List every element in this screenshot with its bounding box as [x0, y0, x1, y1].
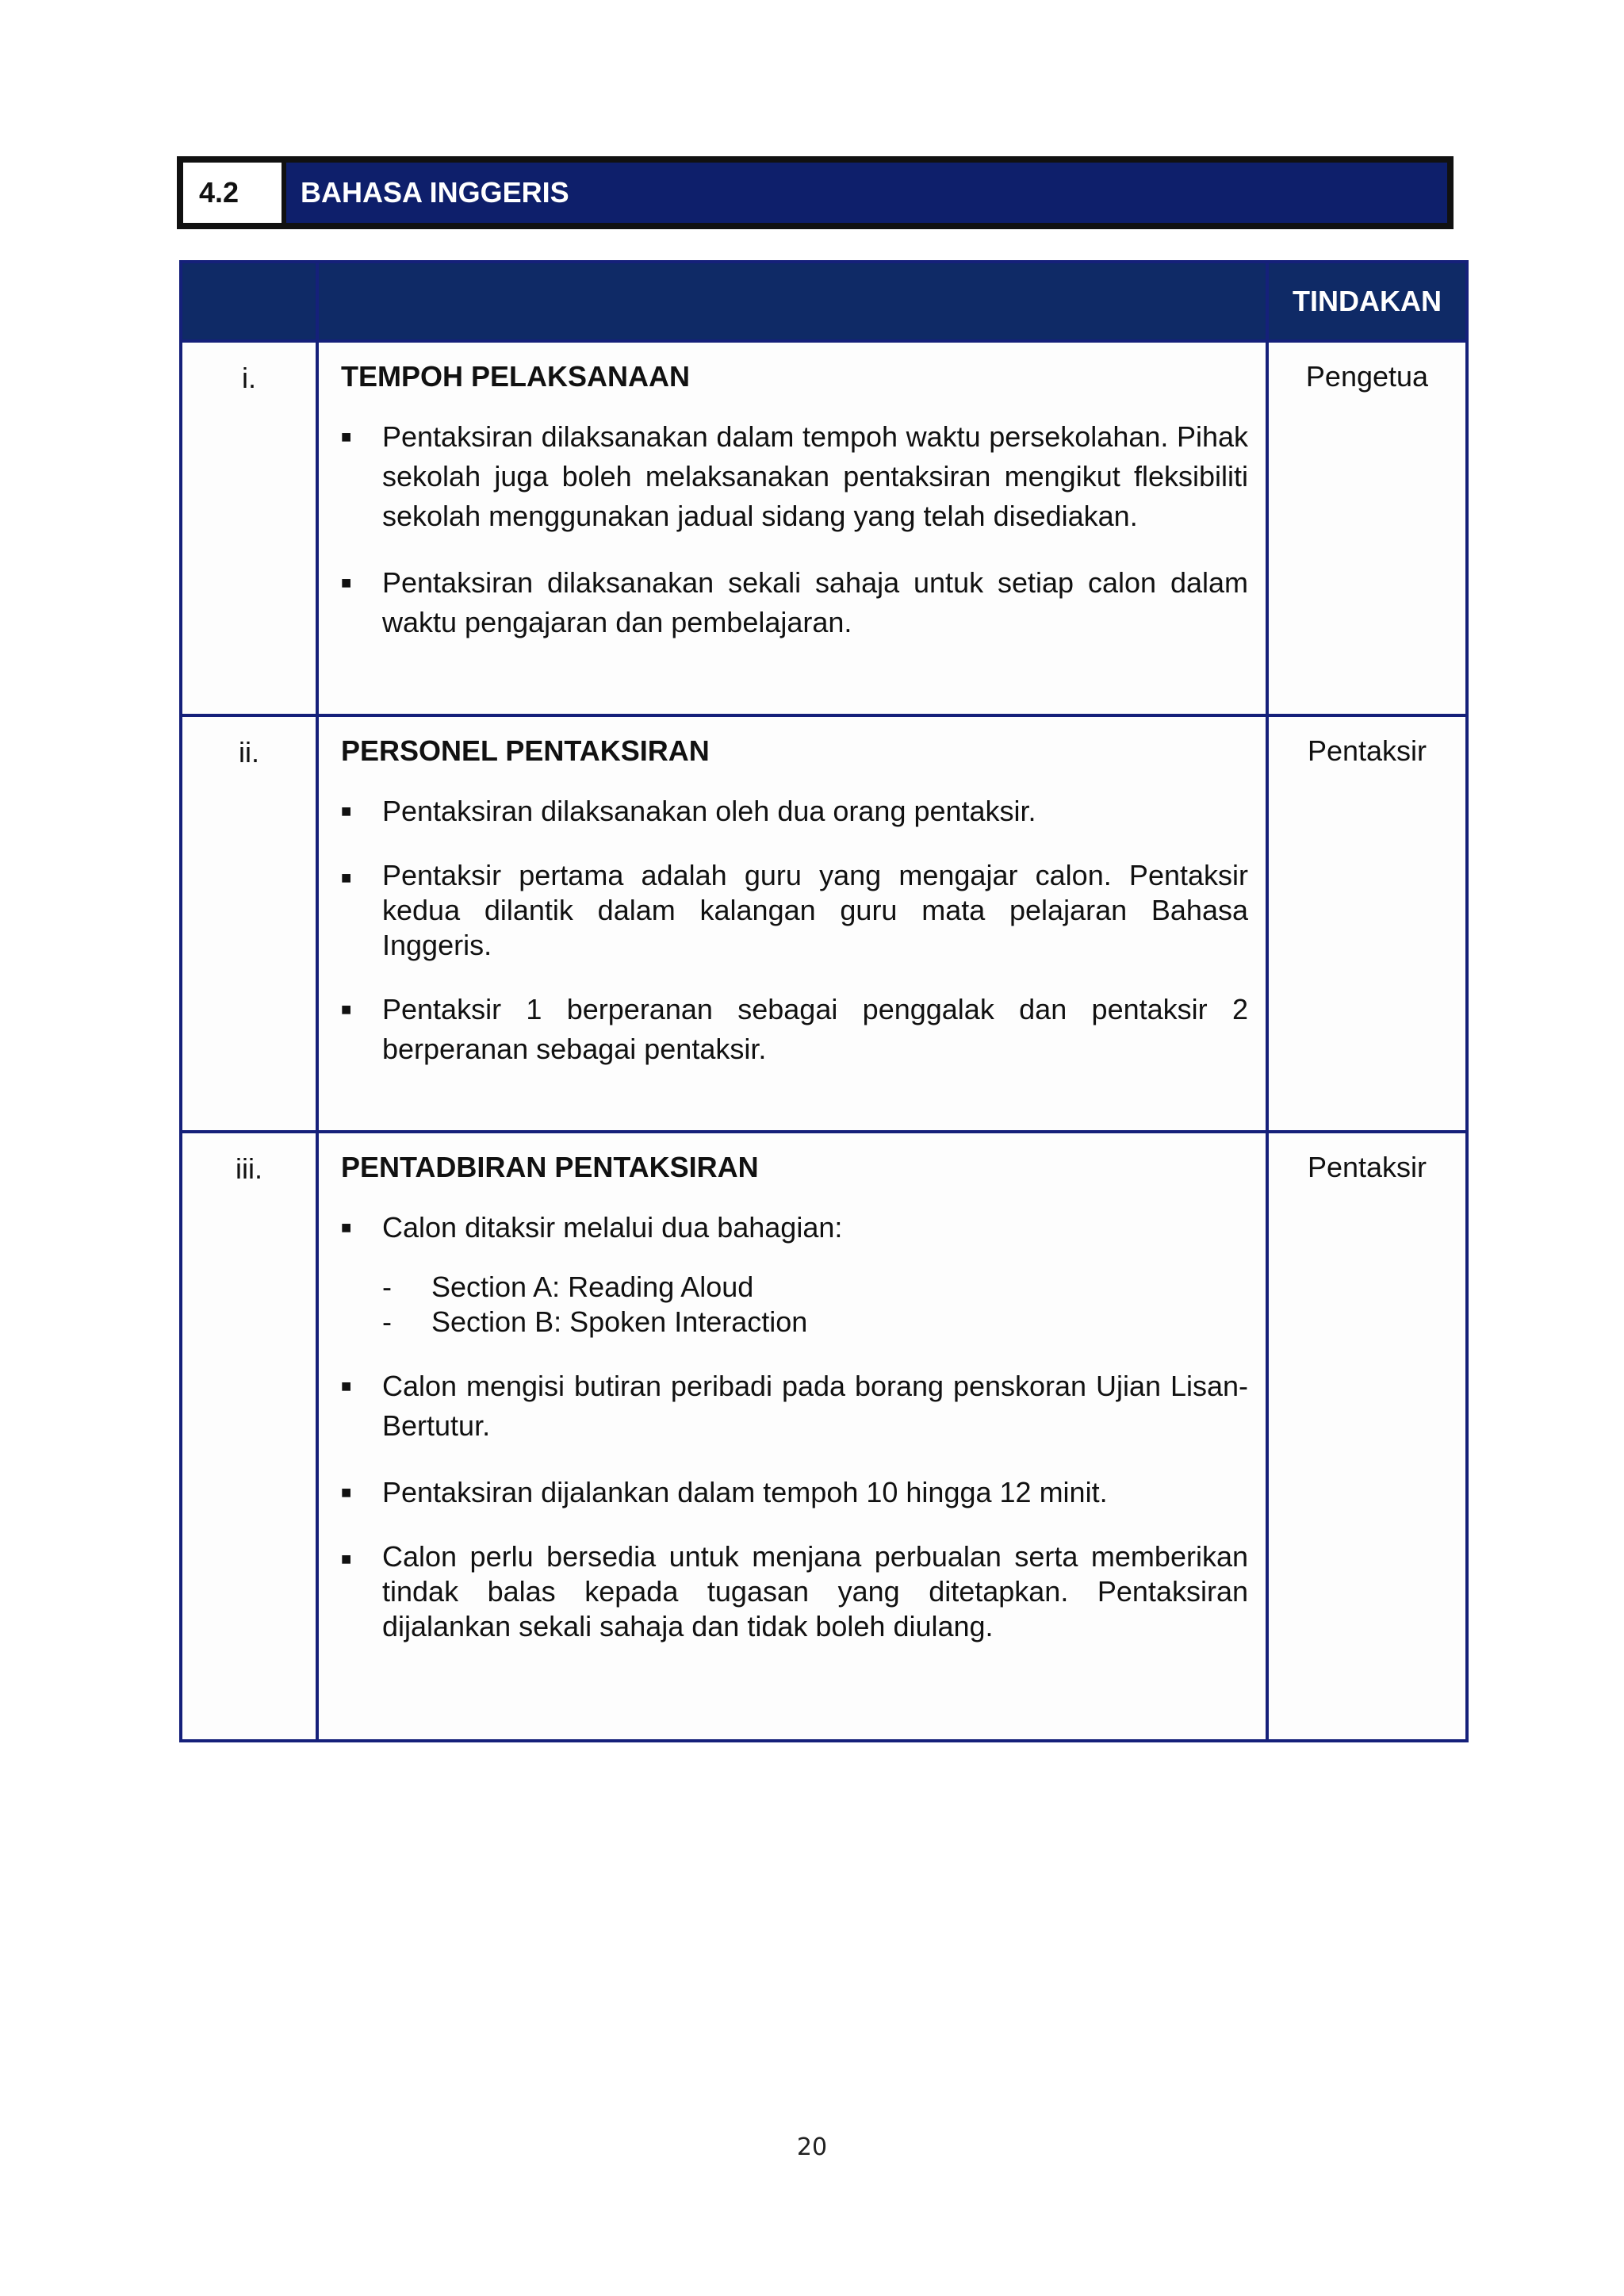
bullet-icon: ■	[341, 1482, 352, 1502]
procedure-table	[179, 260, 1469, 1742]
list-item-text: Calon perlu bersedia untuk menjana perbualan serta memberikan tindak balas kepada tugasan yang ditetapkan. Pentaksiran dijalankan sekali sahaja dan tidak boleh diulang.	[382, 1540, 1248, 1642]
list-item	[341, 1208, 1248, 1248]
sub-list-item	[382, 1270, 1248, 1305]
list-item-text: Pentaksiran dilaksanakan oleh dua orang pentaksir.	[382, 795, 1036, 827]
row-body	[317, 341, 1267, 715]
row-title: PENTADBIRAN PENTAKSIRAN	[341, 1151, 759, 1183]
dash-icon: -	[382, 1305, 392, 1338]
sub-list-item-text: Section A: Reading Aloud	[431, 1271, 754, 1303]
bullet-icon: ■	[341, 999, 352, 1019]
row-number: i.	[181, 341, 317, 715]
bullet-icon: ■	[341, 801, 352, 821]
list-item-text: Pentaksir pertama adalah guru yang mengajar calon. Pentaksir kedua dilantik dalam kalangan guru mata pelajaran Bahasa Inggeris.	[382, 859, 1248, 961]
dash-icon: -	[382, 1271, 392, 1303]
bullet-icon: ■	[341, 427, 352, 447]
list-item	[341, 563, 1248, 642]
list-item	[341, 792, 1248, 831]
table-row	[181, 715, 1467, 1132]
list-item-text: Pentaksiran dilaksanakan dalam tempoh waktu persekolahan. Pihak sekolah juga boleh melaksanakan pentaksiran mengikut fleksibiliti sekolah menggunakan jadual sidang yang telah disediakan.	[382, 420, 1248, 532]
section-number: 4.2	[183, 163, 286, 223]
bullet-icon: ■	[341, 868, 352, 887]
list-item-text: Pentaksir 1 berperanan sebagai penggalak dan pentaksir 2 berperanan sebagai pentaksir.	[382, 993, 1248, 1065]
sub-list-item	[382, 1305, 1248, 1340]
header-num-cell	[181, 262, 317, 341]
row-body	[317, 1132, 1267, 1741]
list-item	[341, 417, 1248, 536]
bullet-icon: ■	[341, 1217, 352, 1237]
row-action: Pentaksir	[1267, 715, 1467, 1132]
bullet-icon: ■	[341, 1549, 352, 1569]
table-row	[181, 1132, 1467, 1741]
list-item	[341, 1539, 1248, 1644]
header-action-cell: TINDAKAN	[1267, 262, 1467, 341]
row-action: Pentaksir	[1267, 1132, 1467, 1741]
row-action: Pengetua	[1267, 341, 1467, 715]
table-row	[181, 341, 1467, 715]
table-header-row	[181, 262, 1467, 341]
list-item	[341, 990, 1248, 1069]
sub-list	[382, 1270, 1248, 1340]
page-number: 20	[796, 2133, 828, 2161]
list-item-text: Pentaksiran dilaksanakan sekali sahaja untuk setiap calon dalam waktu pengajaran dan pembelajaran.	[382, 566, 1248, 638]
section-header	[177, 156, 1454, 229]
sub-list-item-text: Section B: Spoken Interaction	[431, 1305, 808, 1338]
row-title: TEMPOH PELAKSANAAN	[341, 360, 691, 393]
row-body	[317, 715, 1267, 1132]
bullet-icon: ■	[341, 1376, 352, 1396]
list-item-text: Calon ditaksir melalui dua bahagian:	[382, 1211, 843, 1244]
section-title: BAHASA INGGERIS	[286, 163, 1447, 223]
header-body-cell	[317, 262, 1267, 341]
row-number: ii.	[181, 715, 317, 1132]
list-item-text: Calon mengisi butiran peribadi pada borang penskoran Ujian Lisan-Bertutur.	[382, 1370, 1248, 1442]
row-title: PERSONEL PENTAKSIRAN	[341, 734, 710, 767]
list-item	[341, 1473, 1248, 1512]
list-item	[341, 1366, 1248, 1446]
bullet-icon: ■	[341, 573, 352, 592]
list-item	[341, 858, 1248, 963]
row-number: iii.	[181, 1132, 317, 1741]
list-item-text: Pentaksiran dijalankan dalam tempoh 10 hingga 12 minit.	[382, 1476, 1108, 1508]
